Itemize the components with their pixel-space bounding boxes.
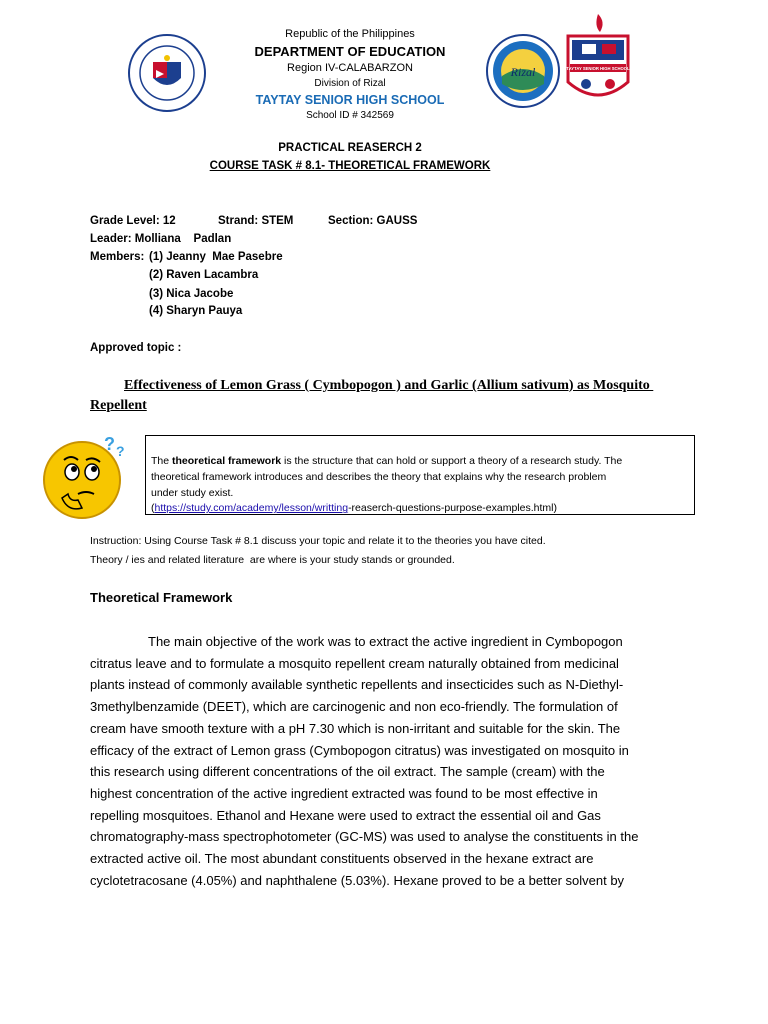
header-school-id: School ID # 342569 <box>306 110 394 121</box>
member-4: (4) Sharyn Pauya <box>149 305 243 317</box>
header-republic: Republic of the Philippines <box>285 28 415 40</box>
framework-line: cream have smooth texture with a pH 7.30 which is non-irritant and suitable for the skin. The <box>90 720 621 736</box>
member-1: (1) Jeanny Mae Pasebre <box>149 251 283 263</box>
definition-link-rest: -reaserch-questions-purpose-examples.html) <box>348 502 557 515</box>
instruction-line-2: Theory / ies and related literature are where is your study stands or grounded. <box>90 554 455 566</box>
thinking-face-icon <box>38 428 138 524</box>
deped-seal <box>128 34 206 112</box>
strand: Strand: STEM <box>218 215 294 227</box>
svg-text:?: ? <box>104 434 115 454</box>
definition-prefix: The <box>151 455 173 467</box>
course-task: COURSE TASK # 8.1- THEORETICAL FRAMEWORK <box>209 160 491 172</box>
instruction-line-1: Instruction: Using Course Task # 8.1 discuss your topic and relate it to the theories you have cited. <box>90 535 546 547</box>
framework-line: cyclotetracosane (4.05%) and naphthalene (5.03%). Hexane proved to be a better solvent by <box>90 872 625 888</box>
member-2: (2) Raven Lacambra <box>149 269 259 281</box>
framework-line: citratus leave and to formulate a mosquito repellent cream naturally obtained from medicinal <box>90 655 619 671</box>
framework-line: repelling mosquitoes. Ethanol and Hexane were used to extract the essential oil and Gas <box>90 807 601 823</box>
framework-body <box>90 631 690 891</box>
header-division: Division of Rizal <box>314 78 386 89</box>
definition-text-1: is the structure that can hold or support a theory of a research study. The <box>281 455 623 467</box>
grade-level: Grade Level: 12 <box>90 215 176 227</box>
svg-text:?: ? <box>116 443 125 459</box>
framework-line: chromatography-mass spectrophotometer (GC-MS) was used to analyse the constituents in the <box>90 829 639 845</box>
tshs-seal <box>562 12 634 110</box>
header-region: Region IV-CALABARZON <box>287 62 413 74</box>
topic-title-line1: Effectiveness of Lemon Grass ( Cymbopogon ) and Garlic (Allium sativum) as Mosquito <box>124 378 654 393</box>
topic-label: Approved topic : <box>90 342 182 354</box>
framework-line: 3methylbenzamide (DEET), which are carcinogenic and non eco-friendly. The formulation of <box>90 699 618 715</box>
header-school: TAYTAY SENIOR HIGH SCHOOL <box>255 93 445 107</box>
framework-line: The main objective of the work was to extract the active ingredient in Cymbopogon <box>148 634 623 649</box>
member-3: (3) Nica Jacobe <box>149 288 234 300</box>
definition-box <box>145 435 695 515</box>
svg-text:TAYTAY SENIOR HIGH SCHOOL: TAYTAY SENIOR HIGH SCHOOL <box>566 66 630 71</box>
header-department: DEPARTMENT OF EDUCATION <box>254 44 446 59</box>
framework-heading: Theoretical Framework <box>90 590 233 605</box>
framework-line: plants instead of commonly available synthetic repellents and insecticides such as N-Diethyl- <box>90 677 624 693</box>
definition-text-3: under study exist. <box>151 486 234 499</box>
definition-paren: ( <box>151 502 155 515</box>
definition-text-2: theoretical framework introduces and describes the theory that explains why the research problem <box>151 470 607 483</box>
section: Section: GAUSS <box>328 215 418 227</box>
framework-line: this research using different concentrations of the oil extract. The sample (cream) with the <box>90 764 605 780</box>
members-label: Members: <box>90 251 145 263</box>
definition-source-link[interactable]: https://study.com/academy/lesson/writting <box>154 502 349 515</box>
framework-line: efficacy of the extract of Lemon grass (Cymbopogon citratus) was investigated on mosquito in <box>90 742 629 758</box>
svg-text:Rizal: Rizal <box>510 65 536 79</box>
rizal-seal <box>486 34 560 108</box>
course-subject: PRACTICAL REASERCH 2 <box>278 142 422 154</box>
framework-line: extracted active oil. The most abundant constituents observed in the hexane extract are <box>90 851 594 867</box>
definition-term: theoretical framework <box>172 455 282 467</box>
topic-title-line2: Repellent <box>90 398 147 413</box>
framework-line: highest concentration of the active ingredient extracted was found to be most effective in <box>90 785 598 801</box>
leader: Leader: Molliana Padlan <box>90 233 232 245</box>
